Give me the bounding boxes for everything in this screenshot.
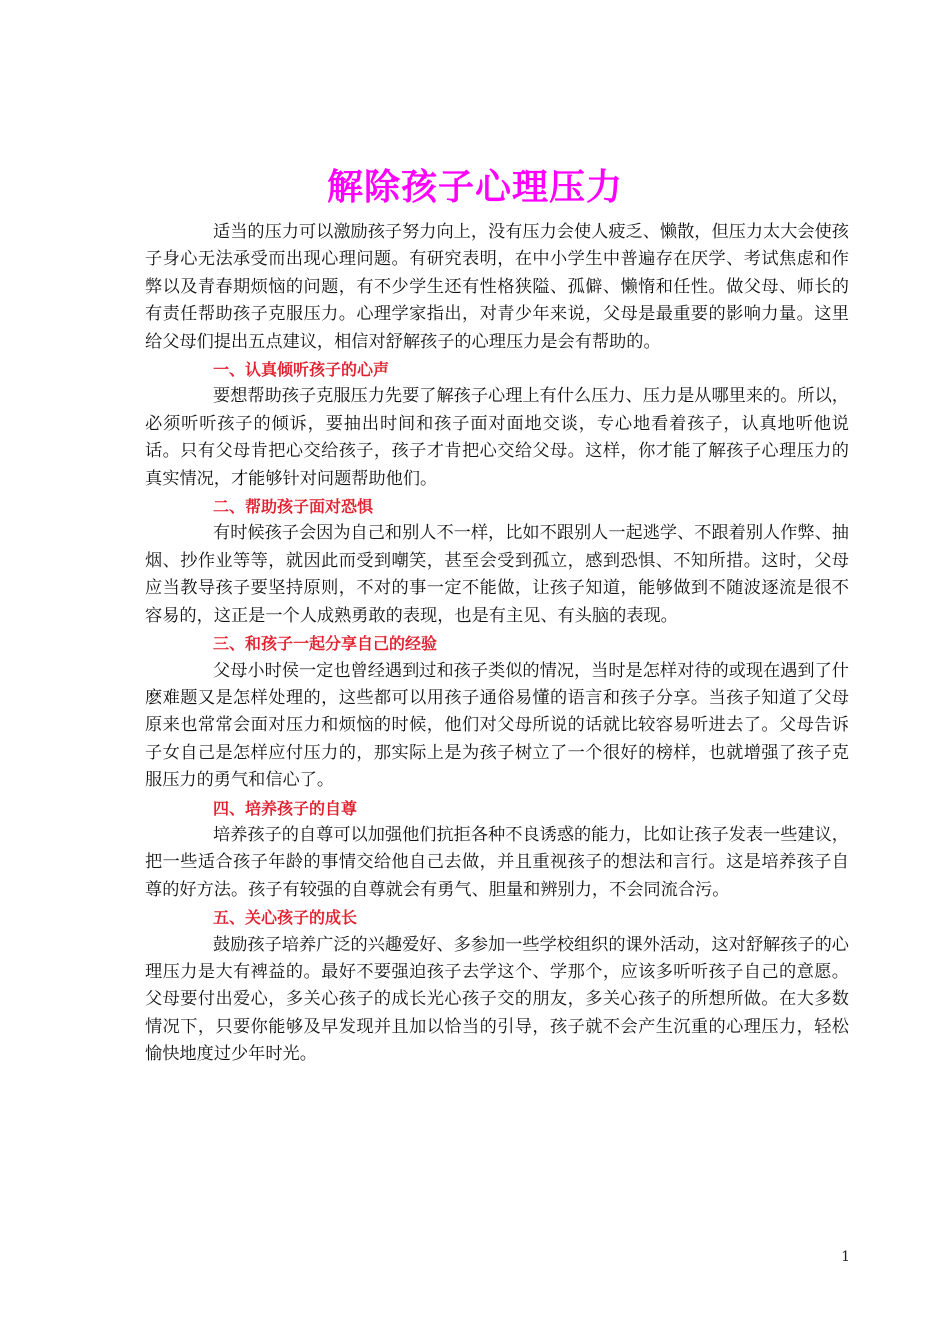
section-paragraph-3: 父母小时侯一定也曾经遇到过和孩子类似的情况，当时是怎样对待的或现在遇到了什麽难题又是怎样处理的，这些都可以用孩子通俗易懂的语言和孩子分享。当孩子知道了父母原来也常常会面对压力和烦恼的时候，他们对父母所说的话就比较容易听进去了。父母告诉子女自己是怎样应付压力的，那实际上是为孩子树立了一个很好的榜样，也就增强了孩子克服压力的勇气和信心了。: [145, 660, 849, 791]
section-heading-1: 一、认真倾听孩子的心声: [213, 360, 390, 380]
document-title: 解除孩子心理压力: [326, 167, 623, 209]
section-paragraph-2: 有时候孩子会因为自己和别人不一样，比如不跟别人一起逃学、不跟着别人作弊、抽烟、抄作业等等，就因此而受到嘲笑，甚至会受到孤立，感到恐惧、不知所措。这时，父母应当教导孩子要坚持原则，不对的事一定不能做，让孩子知道，能够做到不随波逐流是很不容易的，这正是一个人成熟勇敢的表现，也是有主见、有头脑的表现。: [145, 523, 849, 626]
intro-paragraph: 适当的压力可以激励孩子努力向上，没有压力会使人疲乏、懒散，但压力太大会使孩子身心无法承受而出现心理问题。有研究表明，在中小学生中普遍存在厌学、考试焦虑和作弊以及青春期烦恼的问题，有不少学生还有性格狭隘、孤僻、懒惰和任性。做父母、师长的有责任帮助孩子克服压力。心理学家指出，对青少年来说，父母是最重要的影响力量。这里给父母们提出五点建议，相信对舒解孩子的心理压力是会有帮助的。: [145, 222, 849, 352]
section-heading-3: 三、和孩子一起分享自己的经验: [213, 634, 438, 654]
section-heading-2: 二、帮助孩子面对恐惧: [213, 497, 374, 517]
section-paragraph-1: 要想帮助孩子克服压力先要了解孩子心理上有什么压力、压力是从哪里来的。所以，必须听听孩子的倾诉，要抽出时间和孩子面对面地交谈，专心地看着孩子，认真地听他说话。只有父母肯把心交给孩子，孩子才肯把心交给父母。这样，你才能了解孩子心理压力的真实情况，才能够针对问题帮助他们。: [145, 386, 849, 489]
section-heading-5: 五、关心孩子的成长: [213, 908, 358, 928]
section-paragraph-5: 鼓励孩子培养广泛的兴趣爱好、多参加一些学校组织的课外活动，这对舒解孩子的心理压力是大有裨益的。最好不要强迫孩子去学这个、学那个，应该多听听孩子自己的意愿。父母要付出爱心，多关心孩子的成长光心孩子交的朋友，多关心孩子的所想所做。在大多数情况下，只要你能够及早发现并且加以恰当的引导，孩子就不会产生沉重的心理压力，轻松愉快地度过少年时光。: [145, 934, 849, 1065]
document-body: [145, 219, 849, 1069]
section-heading-4: 四、培养孩子的自尊: [213, 798, 358, 818]
page-number: 1: [841, 1249, 850, 1265]
section-paragraph-4: 培养孩子的自尊可以加强他们抗拒各种不良诱惑的能力，比如让孩子发表一些建议，把一些适合孩子年龄的事情交给他自己去做，并且重视孩子的想法和言行。这是培养孩子自尊的好方法。孩子有较强的自尊就会有勇气、胆量和辨别力，不会同流合污。: [145, 824, 849, 900]
